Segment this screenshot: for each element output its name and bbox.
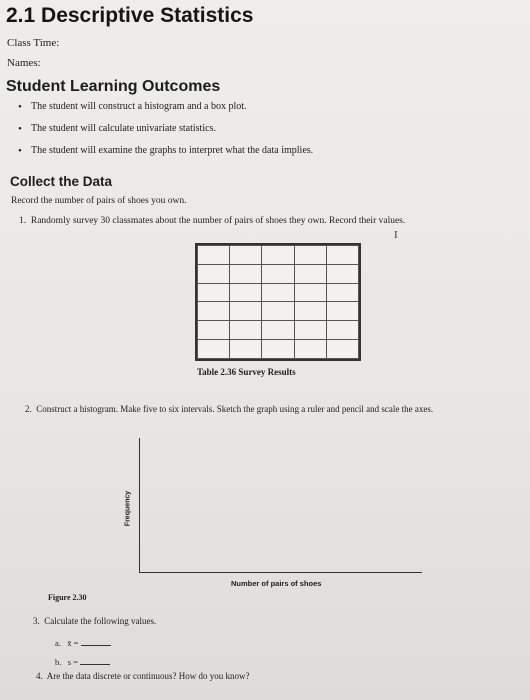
outcomes-heading: Student Learning Outcomes (6, 78, 221, 95)
table-cell[interactable] (262, 264, 294, 283)
table-cell[interactable] (198, 321, 230, 340)
item-label: b. (55, 657, 62, 667)
table-cell[interactable] (230, 264, 262, 283)
table-cell[interactable] (294, 302, 326, 321)
question-3b (55, 656, 110, 667)
bullet-icon: • (18, 101, 22, 113)
table-cell[interactable] (326, 302, 358, 321)
names-label: Names: (7, 57, 41, 69)
table-caption: Table 2.36 Survey Results (197, 367, 296, 377)
table-cell[interactable] (262, 246, 294, 265)
table-cell[interactable] (198, 340, 230, 359)
table-cell[interactable] (230, 321, 262, 340)
item-label: a. (55, 638, 61, 648)
question-2 (25, 404, 515, 414)
question-number: 3. (33, 616, 40, 626)
answer-blank[interactable] (81, 637, 111, 646)
y-axis-label: Frequency (124, 490, 132, 527)
page-title: 2.1 Descriptive Statistics (6, 4, 254, 27)
table-cell[interactable] (326, 246, 358, 265)
survey-results-table[interactable] (195, 243, 361, 361)
table-row (198, 283, 359, 302)
table-cell[interactable] (262, 283, 294, 302)
class-time-label: Class Time: (7, 37, 60, 49)
table-row (198, 302, 359, 321)
table-cell[interactable] (198, 283, 230, 302)
math-expression: x̄ = (67, 638, 79, 648)
answer-blank[interactable] (80, 656, 110, 665)
table-cell[interactable] (294, 340, 326, 359)
table-cell[interactable] (198, 302, 230, 321)
histogram-y-axis (139, 438, 140, 572)
table-row (198, 321, 359, 340)
list-item (18, 122, 313, 144)
table-cell[interactable] (198, 264, 230, 283)
table-cell[interactable] (230, 246, 262, 265)
list-item (18, 100, 313, 122)
table-cell[interactable] (326, 340, 358, 359)
question-3a (55, 637, 111, 648)
question-text: Calculate the following values. (44, 616, 157, 626)
table-cell[interactable] (294, 246, 326, 265)
table-cell[interactable] (294, 283, 326, 302)
table-row (198, 340, 359, 359)
question-text: Are the data discrete or continuous? How do you know? (46, 671, 250, 681)
table-row (198, 264, 359, 283)
text-cursor-icon: I (394, 229, 398, 241)
table-cell[interactable] (262, 302, 294, 321)
bullet-icon: • (18, 123, 22, 135)
bullet-icon: • (18, 145, 22, 157)
collect-heading: Collect the Data (10, 174, 113, 189)
question-number: 2. (25, 404, 32, 414)
outcome-text: The student will examine the graphs to interpret what the data implies. (31, 145, 314, 156)
x-axis-label: Number of pairs of shoes (231, 579, 322, 588)
table-cell[interactable] (230, 283, 262, 302)
outcome-text: The student will calculate univariate statistics. (31, 123, 216, 134)
question-1 (19, 216, 479, 226)
outcome-text: The student will construct a histogram and a box plot. (31, 101, 247, 112)
outcomes-list (18, 100, 313, 166)
question-3 (33, 616, 156, 626)
question-4 (36, 671, 249, 681)
table-cell[interactable] (262, 321, 294, 340)
table-cell[interactable] (326, 283, 358, 302)
table-row (198, 246, 359, 265)
table-cell[interactable] (326, 321, 358, 340)
figure-caption: Figure 2.30 (48, 593, 87, 602)
table-cell[interactable] (294, 264, 326, 283)
math-expression: s = (67, 657, 78, 667)
table-cell[interactable] (230, 340, 262, 359)
table-cell[interactable] (230, 302, 262, 321)
histogram-x-axis (139, 572, 422, 573)
list-item (18, 144, 313, 166)
table-cell[interactable] (198, 246, 230, 265)
question-text: Randomly survey 30 classmates about the number of pairs of shoes they own. Record their values. (30, 216, 406, 226)
question-number: 4. (36, 671, 43, 681)
question-text: Construct a histogram. Make five to six intervals. Sketch the graph using a ruler and pencil and scale the axes. (36, 404, 434, 414)
question-number: 1. (19, 216, 27, 226)
table-cell[interactable] (294, 321, 326, 340)
table-cell[interactable] (262, 340, 294, 359)
collect-intro: Record the number of pairs of shoes you own. (11, 196, 187, 206)
table-cell[interactable] (326, 264, 358, 283)
